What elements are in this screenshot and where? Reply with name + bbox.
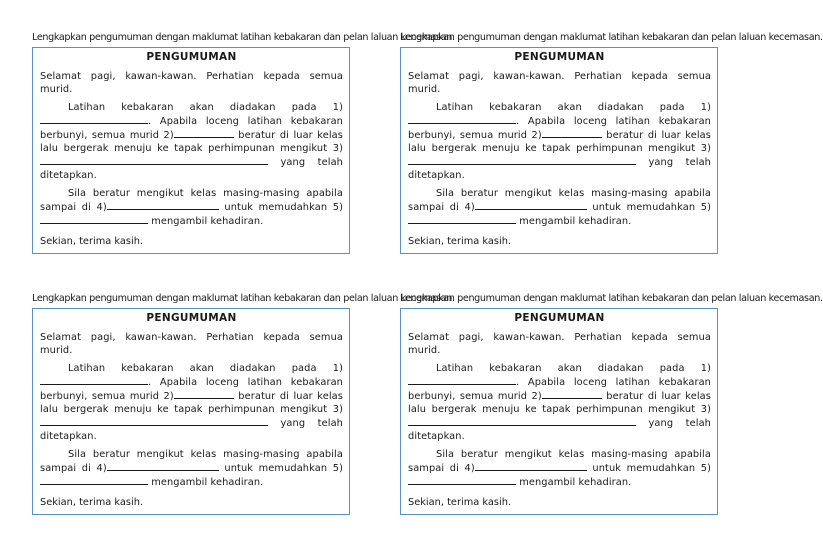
announcement-box [400,47,718,254]
instruction-text: Lengkapkan pengumuman dengan maklumat latihan kebakaran dan pelan laluan kecemasan. [32,293,455,304]
worksheet-top-right [400,32,823,254]
assembly-paragraph: Sila beratur mengikut kelas masing-masing apabila sampai di 4) untuk memudahkan 5) mengambil kehadiran. [40,449,343,489]
instruction-text: Lengkapkan pengumuman dengan maklumat latihan kebakaran dan pelan laluan kecemasan. [32,32,455,43]
greeting-paragraph: Selamat pagi, kawan-kawan. Perhatian kepada semua murid. [40,331,343,356]
closing-text: Sekian, terima kasih. [408,496,512,508]
blank-2[interactable] [174,389,234,399]
greeting-paragraph: Selamat pagi, kawan-kawan. Perhatian kepada semua murid. [40,70,343,95]
fire-drill-paragraph: Latihan kebakaran akan diadakan pada 1). Apabila loceng latihan kebakaran berbunyi, semua murid 2) beratur di luar kelas lalu bergerak menuju ke tapak perhimpunan mengikut 3) yang telah ditetapkan. [408,362,711,443]
blank-2[interactable] [542,389,602,399]
blank-1[interactable] [40,375,148,385]
assembly-paragraph: Sila beratur mengikut kelas masing-masing apabila sampai di 4) untuk memudahkan 5) mengambil kehadiran. [408,449,711,489]
fire-drill-paragraph: Latihan kebakaran akan diadakan pada 1). Apabila loceng latihan kebakaran berbunyi, semua murid 2) beratur di luar kelas lalu bergerak menuju ke tapak perhimpunan mengikut 3) yang telah ditetapkan. [40,101,343,182]
announcement-title: PENGUMUMAN [146,311,237,324]
blank-2[interactable] [542,128,602,138]
greeting-paragraph: Selamat pagi, kawan-kawan. Perhatian kepada semua murid. [408,331,711,356]
announcement-box [400,308,718,515]
blank-2[interactable] [174,128,234,138]
announcement-title: PENGUMUMAN [514,311,605,324]
blank-1[interactable] [40,114,148,124]
blank-4[interactable] [475,461,587,471]
assembly-paragraph: Sila beratur mengikut kelas masing-masing apabila sampai di 4) untuk memudahkan 5) mengambil kehadiran. [408,188,711,228]
blank-5[interactable] [40,475,148,485]
blank-1[interactable] [408,114,516,124]
greeting-paragraph: Selamat pagi, kawan-kawan. Perhatian kepada semua murid. [408,70,711,95]
announcement-title: PENGUMUMAN [146,50,237,63]
closing-text: Sekian, terima kasih. [40,496,144,508]
blank-4[interactable] [107,461,219,471]
blank-4[interactable] [475,200,587,210]
blank-5[interactable] [40,214,148,224]
blank-3[interactable] [40,155,268,165]
closing-text: Sekian, terima kasih. [408,235,512,247]
worksheet-bottom-right [400,293,823,515]
blank-5[interactable] [408,214,516,224]
worksheet-bottom-left [32,293,455,515]
blank-4[interactable] [107,200,219,210]
announcement-box [32,308,350,515]
blank-3[interactable] [408,416,636,426]
blank-3[interactable] [40,416,268,426]
fire-drill-paragraph: Latihan kebakaran akan diadakan pada 1). Apabila loceng latihan kebakaran berbunyi, semua murid 2) beratur di luar kelas lalu bergerak menuju ke tapak perhimpunan mengikut 3) yang telah ditetapkan. [40,362,343,443]
instruction-text: Lengkapkan pengumuman dengan maklumat latihan kebakaran dan pelan laluan kecemasan. [400,293,823,304]
assembly-paragraph: Sila beratur mengikut kelas masing-masing apabila sampai di 4) untuk memudahkan 5) mengambil kehadiran. [40,188,343,228]
worksheet-top-left [32,32,455,254]
blank-3[interactable] [408,155,636,165]
fire-drill-paragraph: Latihan kebakaran akan diadakan pada 1). Apabila loceng latihan kebakaran berbunyi, semua murid 2) beratur di luar kelas lalu bergerak menuju ke tapak perhimpunan mengikut 3) yang telah ditetapkan. [408,101,711,182]
announcement-box [32,47,350,254]
instruction-text: Lengkapkan pengumuman dengan maklumat latihan kebakaran dan pelan laluan kecemasan. [400,32,823,43]
announcement-title: PENGUMUMAN [514,50,605,63]
closing-text: Sekian, terima kasih. [40,235,144,247]
blank-5[interactable] [408,475,516,485]
blank-1[interactable] [408,375,516,385]
